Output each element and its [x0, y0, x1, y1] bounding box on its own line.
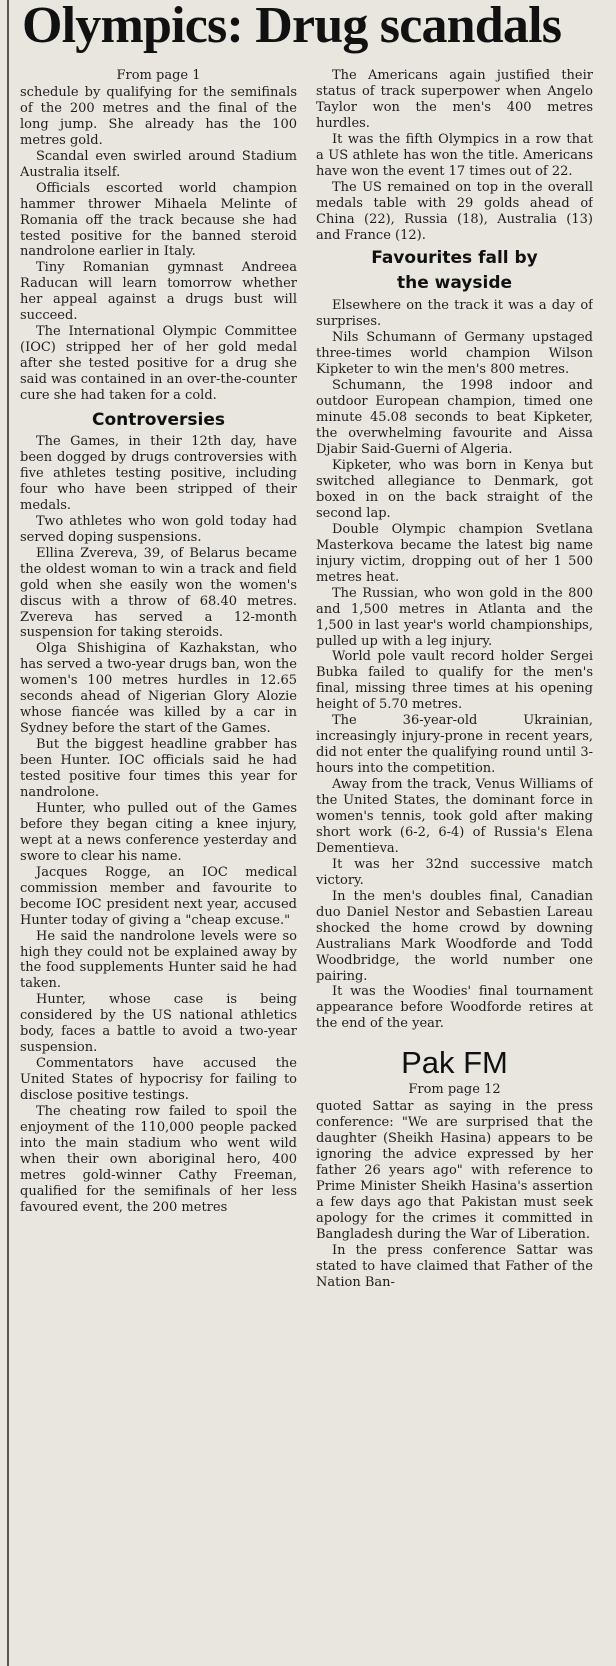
paragraph: Officials escorted world champion hammer thrower Mihaela Melinte of Romania off the track because she had tested positive for the banned steroid nandrolone earlier in Italy. — [20, 180, 297, 260]
paragraph: It was the Woodies' final tournament appearance before Woodforde retires at the end of the year. — [316, 984, 593, 1032]
paragraph: It was the fifth Olympics in a row that a US athlete has won the title. Americans have won the event 17 times out of 22. — [316, 131, 593, 179]
paragraph: But the biggest headline grabber has been Hunter. IOC officials said he had tested positive four times this year for nandrolone. — [20, 737, 297, 800]
paragraph: World pole vault record holder Sergei Bubka failed to qualify for the men's final, missing three times at his opening height of 5.70 metres. — [316, 649, 593, 713]
paragraph: Away from the track, Venus Williams of the United States, the dominant force in women's tennis, took gold after making short work (6-2, 6-4) of Russia's Elena Dementieva. — [316, 777, 593, 856]
from-page-label: From page 12 — [408, 1082, 501, 1098]
paragraph: Elsewhere on the track it was a day of surprises. — [316, 298, 593, 330]
paragraph: The cheating row failed to spoil the enjoyment of the 110,000 people packed into the main stadium who went wild when their own aboriginal hero, 400 metres gold-winner Cathy Freeman, qualified for the semifinals of her less favoured event, the 200 metres — [20, 1104, 297, 1215]
from-page-label: From page 1 — [116, 68, 201, 83]
paragraph: Commentators have accused the United States of hypocrisy for failing to disclose positive testings. — [20, 1056, 297, 1104]
subheading-line-2: the wayside — [396, 273, 513, 294]
paragraph: The 36-year-old Ukrainian, increasingly injury-prone in recent years, did not enter the qualifying round until 3-hours into the competition. — [316, 713, 593, 777]
paragraph: Jacques Rogge, an IOC medical commission member and favourite to become IOC president next year, accused Hunter today of giving a "cheap excuse." — [20, 864, 297, 928]
paragraph: The Russian, who won gold in the 800 and 1,500 metres in Atlanta and the 1,500 in last year's world championships, pulled up with a leg injury. — [316, 585, 593, 649]
paragraph: The US remained on top in the overall medals table with 29 golds ahead of China (22), Russia (18), Australia (13) and France (12). — [316, 179, 593, 243]
paragraph: The Games, in their 12th day, have been dogged by drugs controversies with five athletes testing positive, including four who have been stripped of their medals. — [20, 434, 297, 513]
right-column — [316, 68, 593, 1666]
left-column — [20, 68, 297, 1666]
paragraph: Nils Schumann of Germany upstaged three-times world champion Wilson Kipketer to win the men's 800 metres. — [316, 330, 593, 378]
paragraph: It was her 32nd successive match victory. — [316, 856, 593, 888]
subheading: Controversies — [91, 410, 226, 431]
paragraph: Kipketer, who was born in Kenya but switched allegiance to Denmark, got boxed in on the back straight of the second lap. — [316, 458, 593, 521]
paragraph: Schumann, the 1998 indoor and outdoor European champion, timed one minute 45.08 seconds to beat Kipketer, the overwhelming favourite and Aissa Djabir Said-Guerni of Algeria. — [316, 378, 593, 458]
paragraph: The Americans again justified their status of track superpower when Angelo Taylor won the men's 400 metres hurdles. — [316, 68, 593, 131]
paragraph: Hunter, who pulled out of the Games before they began citing a knee injury, wept at a news conference yesterday and swore to clear his name. — [20, 800, 297, 864]
paragraph: Olga Shishigina of Kazhakstan, who has served a two-year drugs ban, won the women's 100 metres hurdles in 12.65 seconds ahead of Nigerian Glory Alozie whose fiancée was killed by a car in Sydney before the start of the Games. — [20, 641, 297, 737]
paragraph: quoted Sattar as saying in the press conference: "We are surprised that the daughter (Sheikh Hasina) appears to be ignoring the advice expressed by her father 26 years ago" with reference to Prime Minister Sheikh Hasina's assertion a few days ago that Pakistan must seek apology for the crimes it committed in Bangladesh during the War of Liberation. — [316, 1099, 593, 1242]
paragraph: Hunter, whose case is being considered by the US national athletics body, faces a battle to avoid a two-year suspension. — [20, 992, 297, 1056]
paragraph: In the press conference Sattar was stated to have claimed that Father of the Nation Ban- — [316, 1242, 593, 1290]
paragraph: The International Olympic Committee (IOC) stripped her of her gold medal after she tested positive for a drug she said was contained in an over-the-counter cure she had taken for a cold. — [20, 324, 297, 404]
paragraph: Double Olympic champion Svetlana Masterkova became the latest big name injury victim, dropping out of her 1 500 metres heat. — [316, 521, 593, 585]
section-title: Pak FM — [401, 1045, 508, 1081]
column-rule — [7, 0, 9, 1666]
paragraph: Tiny Romanian gymnast Andreea Raducan will learn tomorrow whether her appeal against a drugs bust will succeed. — [20, 260, 297, 324]
paragraph: He said the nandrolone levels were so high they could not be explained away by the food supplements Hunter said he had taken. — [20, 928, 297, 992]
paragraph: schedule by qualifying for the semifinals of the 200 metres and the final of the long jump. She already has the 100 metres gold. — [20, 84, 297, 148]
headline: Olympics: Drug scandals — [22, 0, 562, 54]
paragraph: Ellina Zvereva, 39, of Belarus became the oldest woman to win a track and field gold when she easily won the women's discus with a throw of 68.40 metres. Zvereva has served a 12-month suspension for taking steroids. — [20, 545, 297, 641]
paragraph: Two athletes who won gold today had served doping suspensions. — [20, 513, 297, 545]
paragraph: Scandal even swirled around Stadium Australia itself. — [20, 148, 297, 180]
subheading-line-1: Favourites fall by — [371, 248, 538, 269]
paragraph: In the men's doubles final, Canadian duo Daniel Nestor and Sebastien Lareau shocked the home crowd by downing Australians Mark Woodforde and Todd Woodbridge, the world number one pairing. — [316, 888, 593, 984]
